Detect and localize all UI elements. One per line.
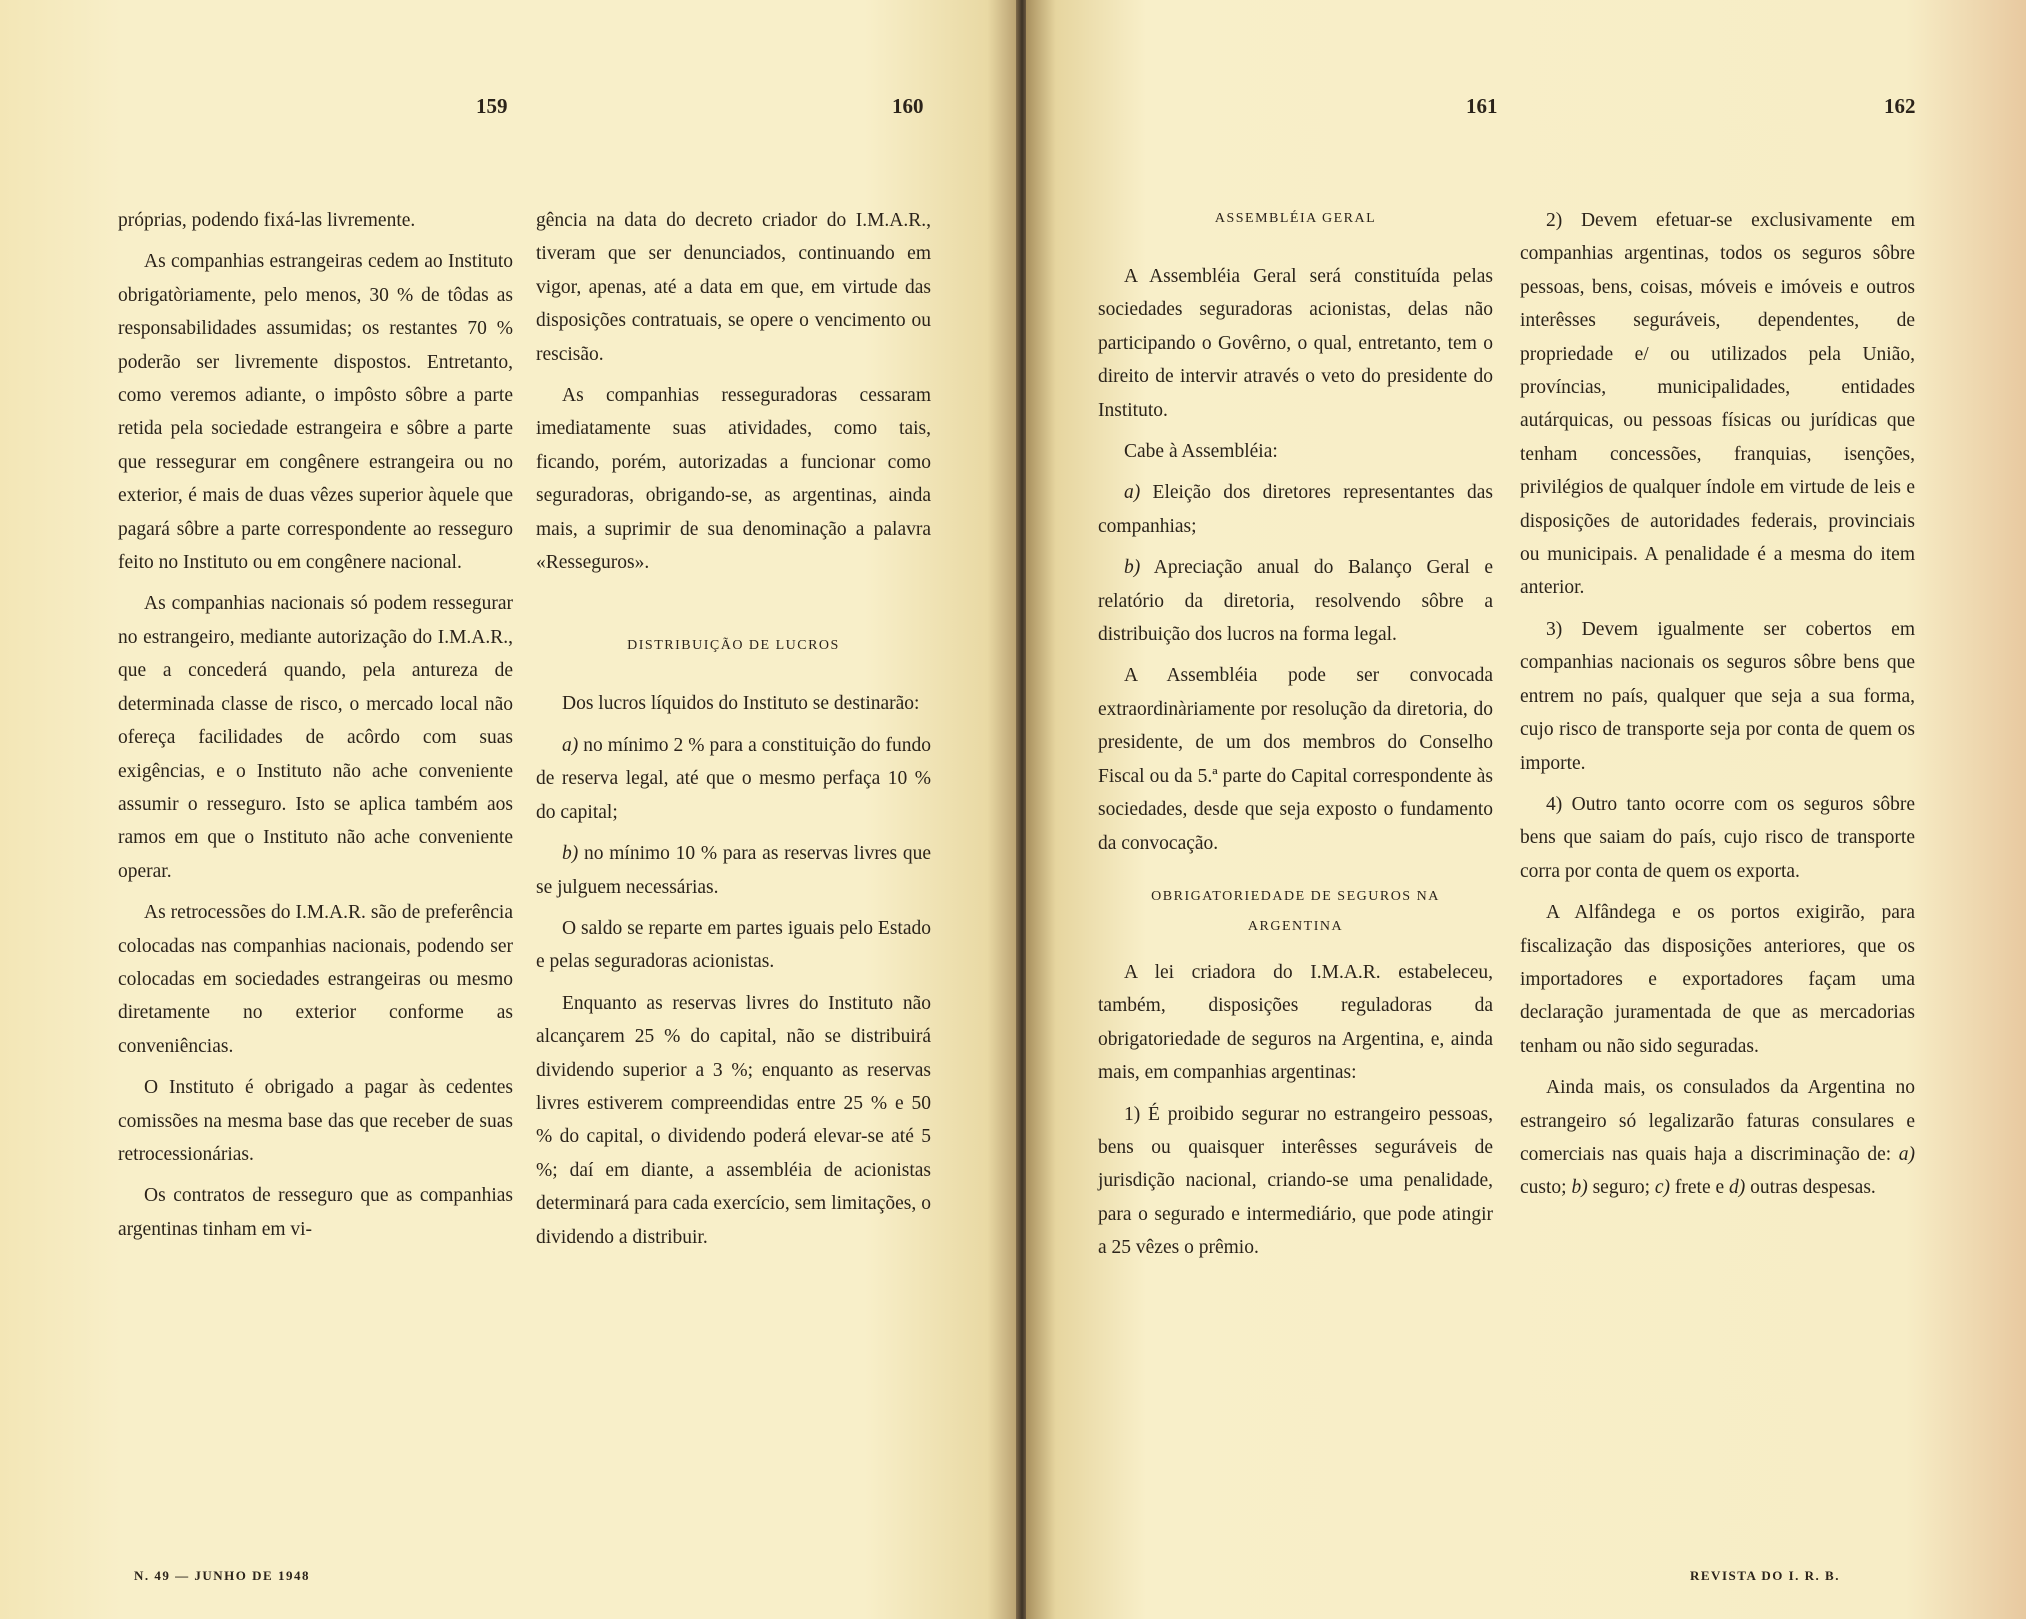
item-text: no mínimo 2 % para a constituição do fundo de reserva legal, até que o mesmo perfaça 10 % do capital; [536, 734, 932, 823]
item-label: b) [1124, 557, 1141, 579]
list-item [1098, 551, 1493, 651]
item-label: d) [1729, 1177, 1746, 1199]
paragraph-text: Ainda mais, os consulados da Argentina no estrangeiro só legalizarão faturas consulares e comerciais nas quais haja a discriminação de: [1520, 1077, 1915, 1165]
column-page-160 [536, 204, 931, 1262]
paragraph: A Assembléia pode ser convocada extraordinàriamente por resolução da diretoria, do presidente, de um dos membros do Conselho Fiscal ou da 5.ª parte do Capital correspondente às sociedades, desde que seja exposto o fundamento da convocação. [1098, 665, 1493, 854]
column-page-161 [1098, 204, 1493, 1273]
paragraph: A Alfândega e os portos exigirão, para fiscalização das disposições anteriores, que os importadores e exportadores façam uma declaração juramentada de que as mercadorias tenham ou não sido seguradas. [1520, 902, 1915, 1057]
paragraph: O saldo se reparte em partes iguais pelo Estado e pelas seguradoras acionistas. [536, 917, 931, 973]
section-heading-distribuicao: DISTRIBUIÇÃO DE LUCROS [627, 638, 840, 654]
item-label: a) [1124, 482, 1141, 504]
item-label: b) [562, 843, 579, 865]
list-item [1098, 476, 1493, 543]
paragraph: Cabe à Assembléia: [1124, 441, 1278, 463]
paragraph: próprias, podendo fixá-las livremente. [118, 210, 416, 231]
item-text: outras despesas. [1750, 1177, 1876, 1199]
heading-line: ARGENTINA [1247, 918, 1344, 934]
paragraph: gência na data do decreto criador do I.M.A.R., tiveram que ser denunciados, continuando em vigor, apenas, até a data em que, em virtude das disposições contratuais, se opere o vencimento ou rescisão. [536, 210, 931, 365]
paragraph: Dos lucros líquidos do Instituto se destinarão: [562, 693, 920, 715]
item-label: a) [562, 734, 579, 756]
paragraph: As companhias resseguradoras cessaram imediatamente suas atividades, como tais, ficando, porém, autorizadas a funcionar como seguradoras, obrigando-se, as argentinas, ainda mais, a suprimir de sua denominação a palavra «Resseguros». [536, 385, 931, 574]
page-number-161: 161 [1466, 94, 1498, 118]
paragraph: As retrocessões do I.M.A.R. são de preferência colocadas nas companhias nacionais, podendo ser colocadas em sociedades estrangeiras ou mesmo diretamente no exterior conforme as conveniências. [118, 902, 513, 1057]
right-page [1026, 0, 2026, 1619]
paragraph: Os contratos de resseguro que as companhias argentinas tinham em vi- [118, 1185, 513, 1240]
page-number-159: 159 [476, 94, 508, 118]
list-item [536, 729, 931, 829]
paragraph: 4) Outro tanto ocorre com os seguros sôbre bens que saiam do país, cujo risco de transporte corra por conta de quem os exporta. [1520, 793, 1915, 882]
paragraph: 2) Devem efetuar-se exclusivamente em companhias argentinas, todos os seguros sôbre pessoas, bens, coisas, móveis e imóveis e outros interêsses seguráveis, dependentes, de propriedade e/ ou utilizados pela União, províncias, municipalidades, entidades autárquicas, ou pessoas físicas ou jurídicas que tenham concessões, franquias, isenções, privilégios de qualquer índole em virtude de leis e disposições de autoridades federais, provinciais ou municipais. A penalidade é a mesma do item anterior. [1520, 210, 1915, 599]
list-item [536, 837, 931, 904]
item-text: frete e [1674, 1177, 1725, 1199]
page-number-160: 160 [892, 94, 924, 118]
paragraph: 1) É proibido segurar no estrangeiro pessoas, bens ou quaisquer interêsses seguráveis de jurisdição nacional, criando-se uma penalidade, para o segurado e intermediário, que pode atingir a 25 vêzes o prêmio. [1098, 1103, 1493, 1259]
item-text: Apreciação anual do Balanço Geral e relatório da diretoria, resolvendo sôbre a distribuição dos lucros na forma legal. [1098, 557, 1493, 646]
section-heading-obrigatoriedade [1098, 882, 1493, 942]
item-text: no mínimo 10 % para as reservas livres que se julguem necessárias. [536, 843, 931, 898]
item-text: custo; [1520, 1177, 1567, 1199]
item-text: Eleição dos diretores representantes das companhias; [1098, 482, 1494, 537]
column-page-162 [1520, 204, 1915, 1213]
paragraph [1520, 1071, 1915, 1205]
item-label: b) [1571, 1177, 1588, 1199]
column-page-159 [118, 204, 513, 1254]
page-number-162: 162 [1884, 94, 1916, 118]
paragraph: As companhias nacionais só podem ressegurar no estrangeiro, mediante autorização do I.M.A.R., que a concederá quando, pela antureza de determinada classe de risco, o mercado local não ofereça facilidades de acôrdo com suas exigências, e o Instituto não ache conveniente assumir o resseguro. Isto se aplica também aos ramos em que o Instituto não ache conveniente operar. [118, 593, 513, 882]
paragraph: As companhias estrangeiras cedem ao Instituto obrigatòriamente, pelo menos, 30 % de tôdas as responsabilidades assumidas; os restantes 70 % poderão ser livremente dispostos. Entretanto, como veremos adiante, o impôsto sôbre a parte retida pela sociedade estrangeira e sôbre a parte que ressegurar em congênere estrangeira ou no exterior, é mais de duas vêzes superior àquele que pagará sôbre a parte correspondente ao resseguro feito no Instituto ou em congênere nacional. [118, 251, 513, 574]
paragraph: Enquanto as reservas livres do Instituto não alcançarem 25 % do capital, não se distribuirá dividendo superior a 3 %; enquanto as reservas livres estiverem compreendidas entre 25 % e 50 % do capital, o dividendo poderá elevar-se até 5 %; daí em diante, a assembléia de acionistas determinará para cada exercício, sem limitações, o dividendo a distribuir. [536, 992, 931, 1248]
section-heading-assembleia: ASSEMBLÉIA GERAL [1214, 211, 1377, 226]
paragraph: A lei criadora do I.M.A.R. estabeleceu, também, disposições reguladoras da obrigatoriedade de seguros na Argentina, e, ainda mais, em companhias argentinas: [1098, 961, 1493, 1084]
item-label: c) [1654, 1177, 1671, 1199]
heading-line: OBRIGATORIEDADE DE SEGUROS NA [1151, 888, 1440, 904]
paragraph: 3) Devem igualmente ser cobertos em companhias nacionais os seguros sôbre bens que entrem no país, qualquer que seja a sua forma, cujo risco de transporte seja por conta de quem os importe. [1520, 618, 1915, 774]
paragraph: O Instituto é obrigado a pagar às cedentes comissões na mesma base das que receber de suas retrocessionárias. [118, 1077, 513, 1165]
footer-issue: N. 49 — JUNHO DE 1948 [134, 1568, 310, 1583]
paragraph: A Assembléia Geral será constituída pelas sociedades seguradoras acionistas, delas não participando o Govêrno, o qual, entretanto, tem o direito de intervir através o veto do presidente do Instituto. [1098, 266, 1493, 421]
item-text: seguro; [1592, 1177, 1650, 1199]
footer-journal: REVISTA DO I. R. B. [1690, 1568, 1840, 1583]
item-label: a) [1898, 1143, 1915, 1165]
